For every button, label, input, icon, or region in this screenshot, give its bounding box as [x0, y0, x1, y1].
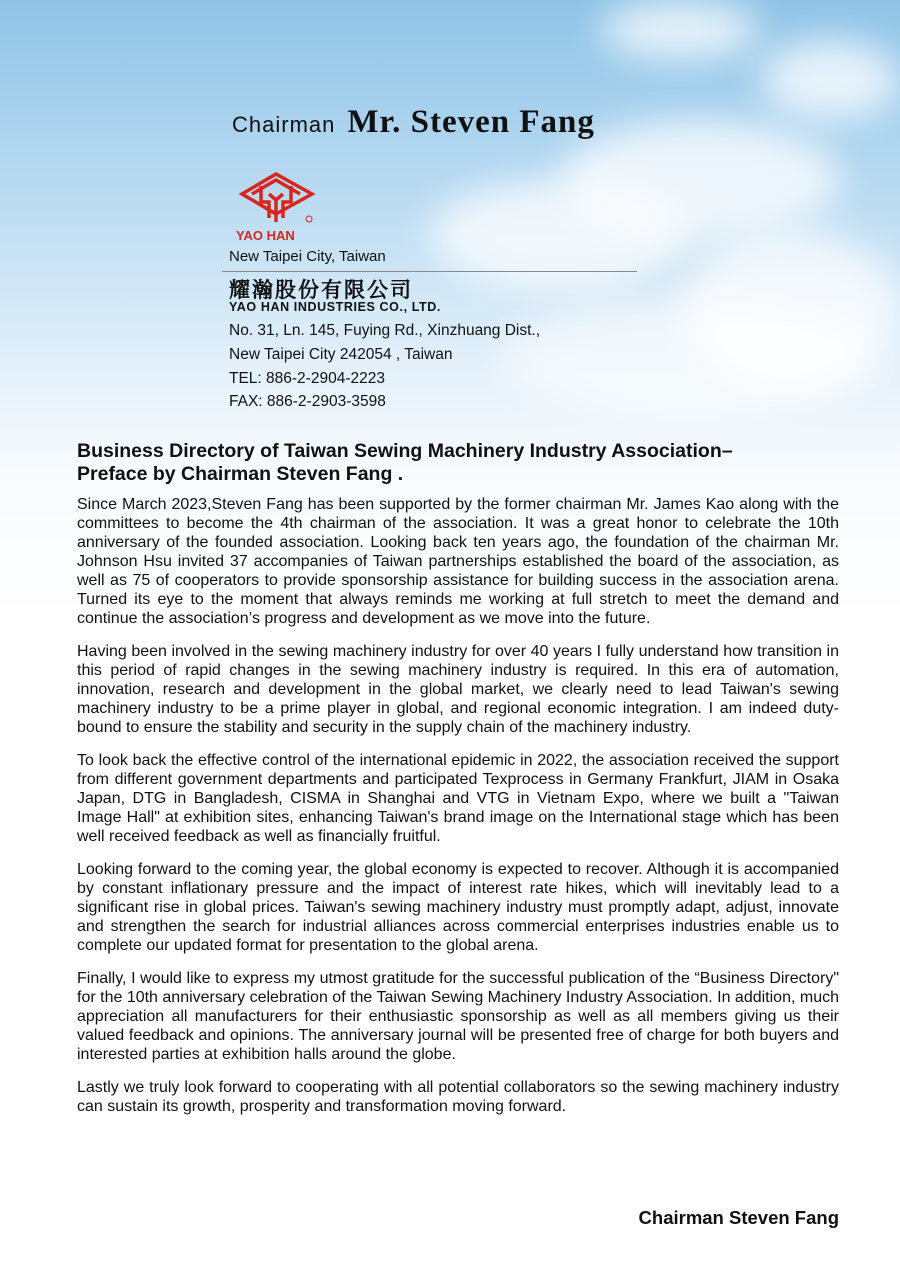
page-title: [232, 104, 595, 141]
paragraph: Since March 2023,Steven Fang has been supported by the former chairman Mr. James Kao along with the committees to become the 4th chairman of the association. It was a great honor to celebrate the 10th anniversary of the founded association. Looking back ten years ago, the foundation of the chairman Mr. Johnson Hsu invited 37 accompanies of Taiwan partnerships established the board of the association, as well as 75 of cooperators to provide sponsorship assistance for building success in the association arena. Turned its eye to the moment that always reminds me working at full stretch to meet the demand and continue the association’s progress and development as we move into the future.: [77, 496, 839, 627]
paragraph: Having been involved in the sewing machinery industry for over 40 years I fully understand how transition in this period of rapid changes in the sewing machinery industry is required. In this era of automation, innovation, research and development in the global market, we clearly need to lead Taiwan's sewing machinery industry to be a prime player in global, and regional economic integration. I am indeed duty-bound to ensure the stability and security in the supply chain of the machinery industry.: [77, 643, 839, 736]
cloud: [560, 120, 840, 240]
article-body: [77, 495, 839, 1130]
paragraph: Finally, I would like to express my utmost gratitude for the successful publication of the “Business Directory" for the 10th anniversary celebration of the Taiwan Sewing Machinery Industry Association. In addition, much appreciation all manufacturers for their enthusiastic sponsorship as well as all members giving us their valued feedback and opinions. The anniversary journal will be presented free of charge for both buyers and interested parties at exhibition halls around the globe.: [77, 970, 839, 1063]
paragraph: To look back the effective control of the international epidemic in 2022, the association received the support from different government departments and participated Texprocess in Germany Frankfurt, JIAM in Osaka Japan, DTG in Bangladesh, CISMA in Shanghai and VTG in Vietnam Expo, where we built a "Taiwan Image Hall" at exhibition sites, enhancing Taiwan's brand image on the International stage which has been well received feedback as well as financially fruitful.: [77, 752, 839, 845]
logo-wordmark: YAO HAN: [236, 228, 295, 243]
paragraph: Lastly we truly look forward to cooperating with all potential collaborators so the sewing machinery industry can sustain its growth, prosperity and transformation moving forward.: [77, 1079, 839, 1115]
heading-line-2: Preface by Chairman Steven Fang .: [77, 463, 404, 485]
chairman-name: Mr. Steven Fang: [347, 104, 595, 140]
divider: [222, 271, 637, 272]
yao-han-logo-icon: [236, 172, 320, 230]
address-line-2: New Taipei City 242054 , Taiwan: [229, 346, 453, 363]
heading-line-1: Business Directory of Taiwan Sewing Machinery Industry Association–: [77, 440, 733, 462]
fax: FAX: 886-2-2903-3598: [229, 393, 386, 410]
company-name-english: YAO HAN INDUSTRIES CO., LTD.: [229, 300, 441, 314]
address-line-1: No. 31, Ln. 145, Fuying Rd., Xinzhuang Dist.,: [229, 322, 541, 339]
company-logo: [236, 172, 320, 244]
article-heading: [77, 440, 847, 486]
cloud: [760, 40, 900, 120]
telephone: TEL: 886-2-2904-2223: [229, 370, 385, 387]
company-city: New Taipei City, Taiwan: [229, 248, 386, 265]
title-prefix: Chairman: [232, 112, 336, 137]
cloud: [600, 0, 760, 60]
paragraph: Looking forward to the coming year, the global economy is expected to recover. Although it is accompanied by constant inflationary pressure and the impact of interest rate hikes, which will inevitably lead to a significant rise in global prices. Taiwan's sewing machinery industry must promptly adapt, adjust, innovate and strengthen the search for industrial alliances across commercial enterprises industries enable us to complete our updated format for presentation to the global arena.: [77, 861, 839, 954]
signature: Chairman Steven Fang: [638, 1207, 839, 1228]
company-name-chinese: 耀瀚股份有限公司: [229, 278, 413, 302]
cloud: [500, 300, 880, 420]
